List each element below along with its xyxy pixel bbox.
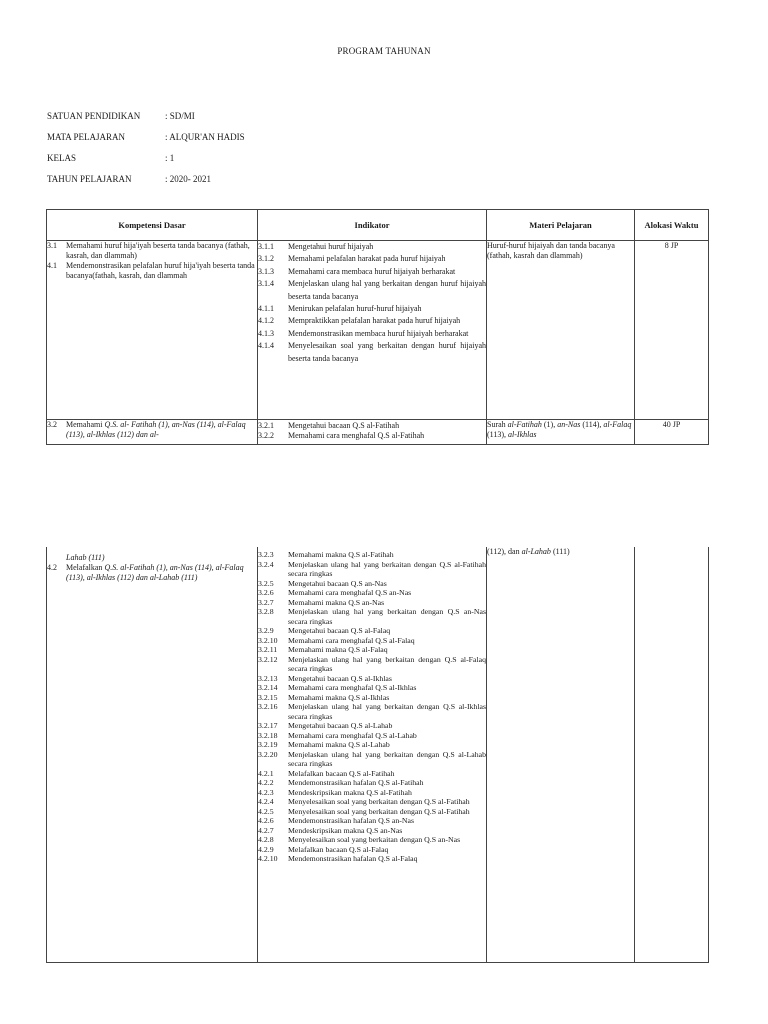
indikator-text: Mengetahui bacaan Q.S al-Fatihah	[288, 421, 400, 430]
indikator-number: 3.2.14	[258, 683, 278, 692]
indikator-text: Menyelesaikan soal yang berkaitan dengan huruf hijaiyah beserta tanda bacanya	[288, 341, 486, 363]
indikator-item	[258, 693, 486, 703]
kd-text	[66, 420, 257, 440]
indikator-number: 4.2.6	[258, 816, 274, 825]
indikator-item	[258, 636, 486, 646]
indikator-number: 3.2.1	[258, 421, 274, 430]
indikator-item	[258, 702, 486, 721]
indikator-item	[258, 674, 486, 684]
materi-cell	[487, 547, 635, 963]
indikator-number: 3.2.5	[258, 578, 274, 588]
indikator-number: 4.2.2	[258, 778, 274, 787]
indikator-text: Menyelesaikan soal yang berkaitan dengan Q.S al-Fatihah	[288, 806, 470, 816]
program-table-continued	[46, 547, 709, 963]
kd-text: Mendemonstrasikan pelafalan huruf hija'iyah beserta tanda bacanya(fathah, kasrah, dan dlammah	[66, 261, 255, 280]
indikator-item	[258, 731, 486, 741]
indikator-text: Mengetahui bacaan Q.S an-Nas	[288, 578, 387, 588]
indikator-number: 4.1.2	[258, 316, 274, 326]
indikator-item	[258, 788, 486, 798]
indikator-text: Mendemonstrasikan hafalan Q.S al-Fatihah	[288, 778, 424, 787]
alokasi-cell: 8 JP	[635, 241, 709, 420]
indikator-text: Mengetahui bacaan Q.S al-Lahab	[288, 721, 393, 730]
indikator-number: 3.1.1	[258, 242, 274, 251]
indikator-item	[258, 845, 486, 855]
indikator-number: 4.2.8	[258, 835, 274, 844]
materi-italic: al-Ikhlas	[508, 430, 537, 439]
indikator-text: Melafalkan bacaan Q.S al-Falaq	[288, 844, 389, 854]
indikator-item	[258, 769, 486, 779]
meta-label: MATA PELAJARAN	[47, 132, 126, 142]
indikator-item	[258, 303, 486, 315]
indikator-item	[258, 816, 486, 826]
indikator-text: Memahami cara menghafal Q.S al-Lahab	[288, 730, 417, 740]
indikator-number: 4.2.7	[258, 825, 274, 835]
indikator-number: 3.2.16	[258, 702, 278, 711]
indikator-text: Memahami makna Q.S al-Falaq	[288, 645, 388, 654]
indikator-number: 3.2.20	[258, 749, 278, 759]
indikator-cell	[258, 420, 487, 445]
header-materi-pelajaran: Materi Pelajaran	[487, 210, 635, 241]
table-row	[47, 547, 709, 963]
kd-text-italic: Q.S. al-Fatihah (1), an-Nas (114), al-Falaq (113), al-Ikhlas (112) dan al-Lahab (111)	[66, 563, 244, 582]
indikator-text: Mendemonstrasikan hafalan Q.S an-Nas	[288, 816, 415, 825]
indikator-text: Menjelaskan ulang hal yang berkaitan dengan Q.S al-Lahab secara ringkas	[288, 749, 486, 768]
kd-item	[47, 241, 257, 261]
materi-italic: al-Fatihah	[507, 420, 542, 429]
indikator-text: Memahami cara menghafal Q.S al-Ikhlas	[288, 683, 417, 692]
indikator-number: 4.1.4	[258, 341, 274, 351]
indikator-number: 3.2.15	[258, 692, 278, 702]
indikator-text: Mengetahui bacaan Q.S al-Ikhlas	[288, 673, 392, 683]
indikator-number: 3.2.18	[258, 730, 278, 740]
indikator-item	[258, 550, 486, 560]
kd-item	[47, 553, 257, 563]
page-title: PROGRAM TAHUNAN	[337, 46, 431, 56]
indikator-number: 3.2.2	[258, 431, 274, 440]
indikator-number: 3.2.3	[258, 550, 274, 559]
kd-number	[47, 553, 66, 563]
indikator-text: Mengetahui huruf hijaiyah	[288, 242, 374, 251]
indikator-number: 3.2.17	[258, 721, 278, 730]
kd-text: Memahami huruf hija'iyah beserta tanda bacanya (fathah, kasrah, dan dlammah)	[66, 241, 250, 260]
kd-text	[66, 563, 257, 583]
indikator-item	[258, 241, 486, 253]
indikator-text: Melafalkan bacaan Q.S al-Fatihah	[288, 768, 395, 778]
indikator-text: Menjelaskan ulang hal yang berkaitan dengan Q.S al-Falaq secara ringkas	[288, 654, 486, 673]
kd-text-plain: Melafalkan	[66, 563, 105, 572]
indikator-item	[258, 340, 486, 365]
meta-value: : 1	[165, 153, 175, 163]
indikator-text: Mendeskripsikan makna Q.S al-Fatihah	[288, 787, 412, 797]
materi-text: (1),	[541, 420, 558, 429]
indikator-number: 3.1.2	[258, 254, 274, 264]
indikator-item	[258, 778, 486, 788]
indikator-text: Memahami makna Q.S al-Fatihah	[288, 550, 394, 559]
materi-cell: Huruf-huruf hijaiyah dan tanda bacanya (fathah, kasrah dan dlammah)	[487, 241, 635, 420]
indikator-cell	[258, 547, 487, 963]
indikator-text: Memahami makna Q.S al-Ikhlas	[288, 692, 390, 702]
meta-value: : 2020- 2021	[165, 174, 211, 184]
program-table	[46, 209, 709, 445]
indikator-item	[258, 431, 486, 441]
indikator-text: Menyelesaikan soal yang berkaitan dengan Q.S an-Nas	[288, 835, 461, 844]
indikator-item	[258, 560, 486, 579]
materi-text: (112), dan	[487, 547, 522, 556]
table-row	[47, 241, 709, 420]
kd-item	[47, 563, 257, 583]
indikator-item	[258, 278, 486, 303]
indikator-item	[258, 740, 486, 750]
indikator-number: 3.2.6	[258, 588, 274, 597]
indikator-number: 3.2.19	[258, 740, 278, 749]
meta-label: SATUAN PENDIDIKAN	[47, 111, 141, 121]
table-header-row	[47, 210, 709, 241]
indikator-text: Mengetahui bacaan Q.S al-Falaq	[288, 626, 391, 635]
indikator-text: Memahami pelafalan harakat pada huruf hijaiyah	[288, 254, 446, 264]
indikator-item	[258, 253, 486, 265]
indikator-number: 4.2.3	[258, 787, 274, 797]
indikator-text: Menjelaskan ulang hal yang berkaitan dengan Q.S an-Nas secara ringkas	[288, 607, 486, 626]
meta-label: KELAS	[47, 153, 76, 163]
indikator-number: 3.2.12	[258, 654, 278, 664]
indikator-number: 4.1.3	[258, 328, 274, 338]
materi-italic: al-Falaq	[603, 420, 632, 429]
header-alokasi-waktu: Alokasi Waktu	[635, 210, 709, 241]
kd-number: 3.1	[47, 241, 57, 250]
indikator-item	[258, 607, 486, 626]
kd-number: 4.1	[47, 261, 57, 270]
kd-item	[47, 261, 257, 281]
indikator-item	[258, 750, 486, 769]
indikator-text: Memahami makna Q.S an-Nas	[288, 597, 385, 607]
indikator-item	[258, 854, 486, 864]
indikator-number: 3.2.4	[258, 559, 274, 569]
materi-text: Surah	[487, 420, 508, 429]
indikator-text: Memahami cara menghafal Q.S al-Falaq	[288, 635, 415, 645]
indikator-cell	[258, 241, 487, 420]
materi-text: (111)	[550, 547, 570, 556]
materi-text: (113),	[487, 430, 509, 439]
indikator-number: 3.1.3	[258, 266, 274, 276]
indikator-text: Mendemonstrasikan membaca huruf hijaiyah berharakat	[288, 328, 469, 338]
header-indikator: Indikator	[258, 210, 487, 241]
meta-value: : ALQUR'AN HADIS	[165, 132, 245, 142]
indikator-item	[258, 835, 486, 845]
indikator-text: Menjelaskan ulang hal yang berkaitan dengan Q.S al-Fatihah secara ringkas	[288, 559, 486, 578]
indikator-item	[258, 266, 486, 278]
indikator-text: Menirukan pelafalan huruf-huruf hijaiyah	[288, 304, 422, 314]
indikator-number: 3.2.10	[258, 635, 278, 645]
indikator-text: Mendeskripsikan makna Q.S an-Nas	[288, 825, 403, 835]
materi-cell	[487, 420, 635, 445]
indikator-item	[258, 826, 486, 836]
indikator-item	[258, 683, 486, 693]
kd-cell	[47, 241, 258, 420]
indikator-text: Memahami makna Q.S al-Lahab	[288, 740, 390, 749]
indikator-number: 4.2.9	[258, 844, 274, 854]
indikator-item	[258, 579, 486, 589]
indikator-number: 4.2.5	[258, 806, 274, 816]
indikator-text: Memahami cara menghafal Q.S al-Fatihah	[288, 431, 425, 440]
alokasi-cell	[635, 547, 709, 963]
indikator-item	[258, 655, 486, 674]
meta-label: TAHUN PELAJARAN	[47, 174, 132, 184]
indikator-item	[258, 328, 486, 340]
indikator-item	[258, 721, 486, 731]
indikator-item	[258, 598, 486, 608]
indikator-item	[258, 807, 486, 817]
indikator-number: 3.2.8	[258, 607, 274, 616]
indikator-text: Menjelaskan ulang hal yang berkaitan dengan Q.S al-Ikhlas secara ringkas	[288, 702, 486, 721]
indikator-item	[258, 626, 486, 636]
indikator-item	[258, 315, 486, 327]
kd-cell	[47, 547, 258, 963]
indikator-item	[258, 797, 486, 807]
indikator-item	[258, 421, 486, 431]
indikator-text: Mendemonstrasikan hafalan Q.S al-Falaq	[288, 854, 418, 863]
kd-item	[47, 420, 257, 440]
materi-text: (114),	[580, 420, 604, 429]
indikator-number: 3.2.9	[258, 626, 274, 635]
meta-value: : SD/MI	[165, 111, 195, 121]
indikator-item	[258, 588, 486, 598]
materi-italic: an-Nas	[557, 420, 581, 429]
kd-text-italic: Lahab (111)	[66, 553, 105, 562]
kd-number: 4.2	[47, 563, 57, 572]
header-kompetensi-dasar: Kompetensi Dasar	[47, 210, 258, 241]
indikator-number: 3.2.7	[258, 597, 274, 607]
indikator-item	[258, 645, 486, 655]
materi-italic: al-Lahab	[521, 547, 551, 556]
kd-cell	[47, 420, 258, 445]
indikator-text: Mempraktikkan pelafalan harakat pada huruf hijaiyah	[288, 316, 461, 326]
kd-number: 3.2	[47, 420, 57, 429]
alokasi-cell: 40 JP	[635, 420, 709, 445]
indikator-text: Memahami cara membaca huruf hijaiyah berharakat	[288, 266, 456, 276]
indikator-number: 4.2.4	[258, 797, 274, 806]
indikator-text: Menyelesaikan soal yang berkaitan dengan Q.S al-Fatihah	[288, 797, 470, 806]
indikator-number: 4.2.1	[258, 768, 274, 778]
indikator-number: 3.2.13	[258, 673, 278, 683]
indikator-number: 4.2.10	[258, 854, 278, 863]
indikator-number: 3.2.11	[258, 645, 278, 654]
indikator-number: 3.1.4	[258, 279, 274, 289]
kd-text-italic: Q.S. al- Fatihah (1), an-Nas (114), al-Falaq (113), al-Ikhlas (112) dan al-	[66, 420, 246, 439]
indikator-number: 4.1.1	[258, 304, 274, 314]
kd-text-plain: Memahami	[66, 420, 105, 429]
indikator-text: Memahami cara menghafal Q.S an-Nas	[288, 588, 412, 597]
table-row	[47, 420, 709, 445]
indikator-text: Menjelaskan ulang hal yang berkaitan dengan huruf hijaiyah beserta tanda bacanya	[288, 279, 486, 301]
